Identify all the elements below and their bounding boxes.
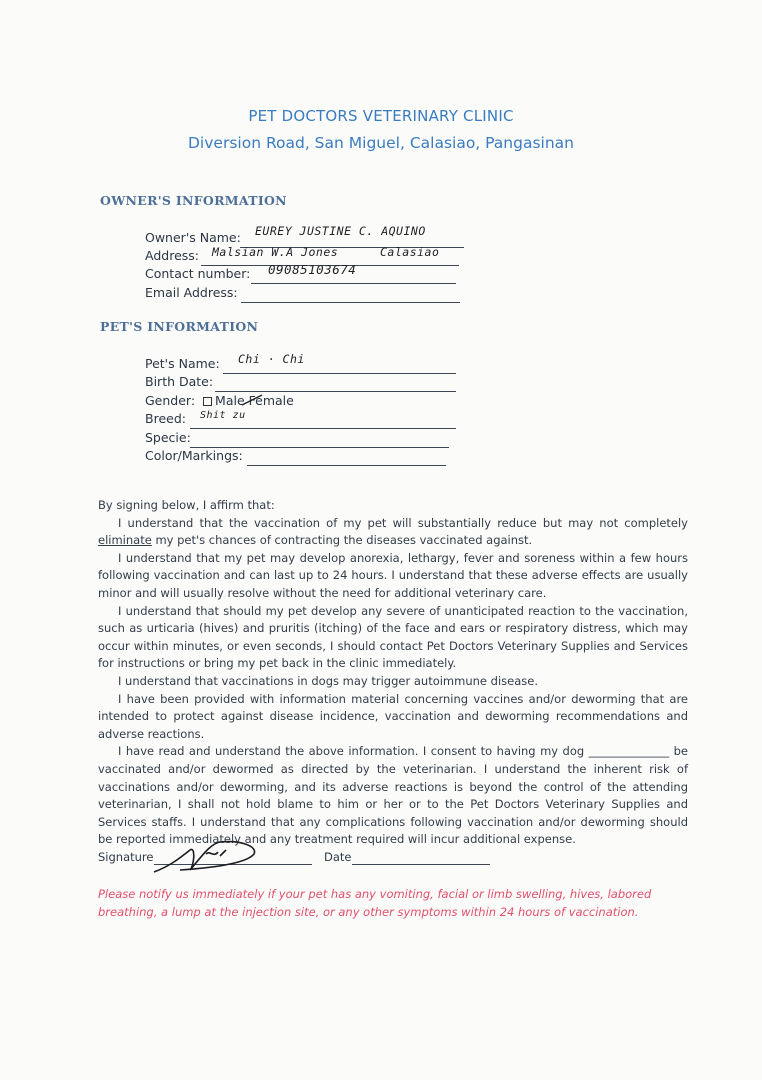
pet-color-label: Color/Markings: [145, 448, 243, 463]
pet-specie-label: Specie: [145, 430, 191, 445]
owner-contact-value: 09085103674 [268, 262, 357, 277]
gender-male-checkbox[interactable] [203, 397, 212, 406]
owner-address-value-2: Calasiao [380, 245, 440, 259]
gender-male-label: Male [215, 393, 245, 408]
pet-gender-field[interactable] [145, 393, 345, 411]
owner-email-field[interactable] [145, 285, 461, 303]
owner-name-value: EUREY JUSTINE C. AQUINO [255, 224, 426, 238]
consent-intro: By signing below, I affirm that: [98, 498, 275, 512]
pet-gender-group [145, 393, 294, 408]
date-line[interactable] [352, 864, 490, 865]
pet-breed-value: Shit zu [200, 410, 246, 421]
post-vaccination-notice: Please notify us immediately if your pet has any vomiting, facial or limb swelling, hives, labored breathing, a lump at the injection site, or any other symptoms within 24 hours of vaccination. [98, 887, 652, 919]
clinic-name: PET DOCTORS VETERINARY CLINIC [248, 107, 514, 125]
signature-row [98, 850, 153, 864]
owner-contact-label: Contact number: [145, 266, 251, 281]
consent-paragraph-1: I understand that the vaccination of my pet will substantially reduce but may not completely eliminate my pet's chances of contracting the diseases vaccinated against. [98, 515, 688, 548]
pet-breed-field[interactable] [145, 411, 457, 429]
owner-section-title: OWNER'S INFORMATION [100, 193, 287, 208]
date-label: Date [324, 850, 352, 864]
pet-birthdate-field[interactable] [145, 374, 457, 392]
gender-female-option[interactable] [249, 393, 294, 408]
female-check-mark [241, 394, 263, 406]
consent-paragraph-3: I understand that should my pet develop any severe of unanticipated reaction to the vaccination, such as urticaria (hives) and pruritis (itching) of the face and ears or respiratory distress, which may occur within minutes, or even seconds, I should contact Pet Doctors Veterinary Supplies and Services for instructions or bring my pet back in the clinic immediately. [98, 603, 688, 671]
clinic-address: Diversion Road, San Miguel, Calasiao, Pangasinan [188, 134, 574, 152]
owner-name-label: Owner's Name: [145, 230, 241, 245]
consent-paragraph-4: I understand that vaccinations in dogs may trigger autoimmune disease. [118, 673, 538, 688]
pet-color-field[interactable] [145, 448, 447, 466]
pet-name-label: Pet's Name: [145, 356, 220, 371]
consent-paragraph-5: I have been provided with information material concerning vaccines and/or deworming that are intended to protect against disease incidence, vaccination and deworming recommendations and adverse reactions. [98, 691, 688, 741]
consent-paragraph-2: I understand that my pet may develop anorexia, lethargy, fever and soreness within a few hours following vaccination and can last up to 24 hours. I understand that these adverse effects are usually minor and will usually resolve without the need for additional veterinary care. [98, 550, 688, 600]
pet-name-value: Chi · Chi [238, 352, 305, 366]
signature-label: Signature [98, 850, 154, 864]
pet-breed-label: Breed: [145, 411, 186, 426]
owner-address-value-1: Malsian W.A Jones [212, 245, 339, 259]
handwritten-signature [150, 836, 260, 878]
pet-specie-field[interactable] [145, 430, 450, 448]
pet-section-title: PET'S INFORMATION [100, 319, 259, 334]
pet-gender-label: Gender: [145, 393, 196, 408]
owner-address-label: Address: [145, 248, 199, 263]
gender-female-label: Female [248, 393, 294, 408]
consent-text [98, 497, 688, 849]
consent-paragraph-6: I have read and understand the above information. I consent to having my dog ______________ be vaccinated and/or dewormed as directed by the veterinarian. I understand the inherent risk of vaccinations and/or deworming, and its adverse reactions is beyond the control of the attending veterinarian, I shall not hold blame to him or her or to the Pet Doctors Veterinary Supplies and Services staffs. I understand that any complications following vaccination and/or deworming should be reported immediately and any treatment required will incur additional expense. [98, 744, 688, 847]
owner-email-label: Email Address: [145, 285, 238, 300]
pet-birthdate-label: Birth Date: [145, 374, 214, 389]
